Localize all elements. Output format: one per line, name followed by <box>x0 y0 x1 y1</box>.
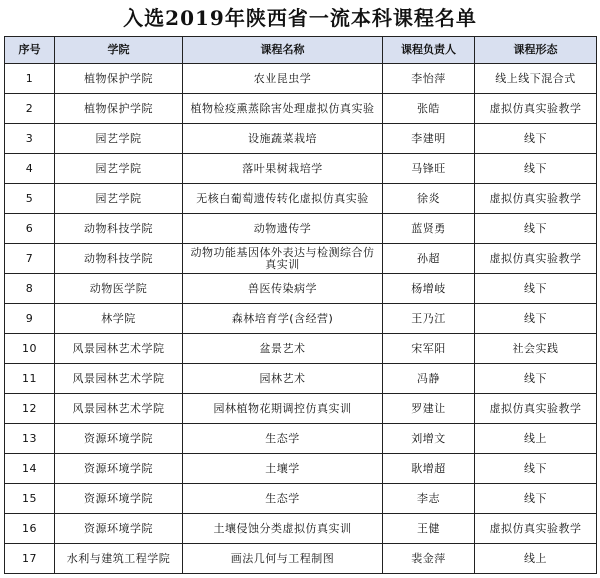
table-row <box>5 214 597 244</box>
college-cell: 植物保护学院 <box>55 94 183 124</box>
course-lead-cell: 王健 <box>383 514 475 544</box>
college-cell: 风景园林艺术学院 <box>55 394 183 424</box>
row-index: 12 <box>5 394 55 424</box>
row-index: 7 <box>5 244 55 274</box>
course-name-cell: 动物遗传学 <box>183 214 383 244</box>
course-lead-cell: 耿增超 <box>383 454 475 484</box>
college-cell: 动物科技学院 <box>55 214 183 244</box>
header-index: 序号 <box>5 37 55 64</box>
course-name-cell: 设施蔬菜栽培 <box>183 124 383 154</box>
table-row <box>5 124 597 154</box>
table-row <box>5 514 597 544</box>
table-row <box>5 244 597 274</box>
course-form-cell: 虚拟仿真实验教学 <box>475 94 597 124</box>
course-lead-cell: 刘增文 <box>383 424 475 454</box>
course-lead-cell: 李志 <box>383 484 475 514</box>
course-form-cell: 线下 <box>475 364 597 394</box>
table-row <box>5 304 597 334</box>
college-cell: 资源环境学院 <box>55 484 183 514</box>
college-cell: 园艺学院 <box>55 154 183 184</box>
course-form-cell: 线下 <box>475 154 597 184</box>
row-index: 15 <box>5 484 55 514</box>
table-body <box>5 64 597 574</box>
course-name-cell: 落叶果树栽培学 <box>183 154 383 184</box>
course-form-cell: 社会实践 <box>475 334 597 364</box>
table-row <box>5 94 597 124</box>
table-row <box>5 64 597 94</box>
row-index: 11 <box>5 364 55 394</box>
course-lead-cell: 裴金萍 <box>383 544 475 574</box>
course-lead-cell: 张皓 <box>383 94 475 124</box>
table-row <box>5 454 597 484</box>
course-name-cell: 生态学 <box>183 484 383 514</box>
course-lead-cell: 冯静 <box>383 364 475 394</box>
college-cell: 资源环境学院 <box>55 454 183 484</box>
course-name-cell: 无核白葡萄遗传转化虚拟仿真实验 <box>183 184 383 214</box>
row-index: 8 <box>5 274 55 304</box>
course-name-cell: 森林培育学(含经营) <box>183 304 383 334</box>
header-course-lead: 课程负责人 <box>383 37 475 64</box>
course-name-cell: 动物功能基因体外表达与检测综合仿真实训 <box>183 244 383 274</box>
table-row <box>5 274 597 304</box>
header-college: 学院 <box>55 37 183 64</box>
college-cell: 植物保护学院 <box>55 64 183 94</box>
college-cell: 林学院 <box>55 304 183 334</box>
course-name-cell: 园林植物花期调控仿真实训 <box>183 394 383 424</box>
course-lead-cell: 杨增岐 <box>383 274 475 304</box>
table-header-row <box>5 37 597 64</box>
course-lead-cell: 孙超 <box>383 244 475 274</box>
course-form-cell: 线下 <box>475 124 597 154</box>
row-index: 5 <box>5 184 55 214</box>
college-cell: 资源环境学院 <box>55 424 183 454</box>
course-lead-cell: 王乃江 <box>383 304 475 334</box>
header-course-form: 课程形态 <box>475 37 597 64</box>
college-cell: 园艺学院 <box>55 184 183 214</box>
college-cell: 园艺学院 <box>55 124 183 154</box>
course-form-cell: 线下 <box>475 454 597 484</box>
course-lead-cell: 马锋旺 <box>383 154 475 184</box>
course-form-cell: 虚拟仿真实验教学 <box>475 514 597 544</box>
table-row <box>5 394 597 424</box>
course-table <box>4 36 597 574</box>
course-lead-cell: 蓝贤勇 <box>383 214 475 244</box>
course-name-cell: 生态学 <box>183 424 383 454</box>
row-index: 6 <box>5 214 55 244</box>
course-form-cell: 线下 <box>475 484 597 514</box>
course-form-cell: 线上 <box>475 424 597 454</box>
college-cell: 水利与建筑工程学院 <box>55 544 183 574</box>
row-index: 14 <box>5 454 55 484</box>
row-index: 2 <box>5 94 55 124</box>
table-row <box>5 424 597 454</box>
row-index: 13 <box>5 424 55 454</box>
course-form-cell: 虚拟仿真实验教学 <box>475 394 597 424</box>
course-form-cell: 线下 <box>475 214 597 244</box>
college-cell: 风景园林艺术学院 <box>55 364 183 394</box>
course-form-cell: 线上 <box>475 544 597 574</box>
table-row <box>5 364 597 394</box>
course-name-cell: 植物检疫熏蒸除害处理虚拟仿真实验 <box>183 94 383 124</box>
course-form-cell: 虚拟仿真实验教学 <box>475 244 597 274</box>
course-name-cell: 盆景艺术 <box>183 334 383 364</box>
course-form-cell: 线上线下混合式 <box>475 64 597 94</box>
course-lead-cell: 宋军阳 <box>383 334 475 364</box>
course-lead-cell: 罗建让 <box>383 394 475 424</box>
course-name-cell: 兽医传染病学 <box>183 274 383 304</box>
course-lead-cell: 李建明 <box>383 124 475 154</box>
table-row <box>5 184 597 214</box>
college-cell: 资源环境学院 <box>55 514 183 544</box>
row-index: 17 <box>5 544 55 574</box>
table-row <box>5 154 597 184</box>
course-name-cell: 农业昆虫学 <box>183 64 383 94</box>
page-title: 入选2019年陕西省一流本科课程名单 <box>123 6 477 30</box>
course-form-cell: 线下 <box>475 274 597 304</box>
row-index: 4 <box>5 154 55 184</box>
row-index: 3 <box>5 124 55 154</box>
row-index: 16 <box>5 514 55 544</box>
row-index: 9 <box>5 304 55 334</box>
course-lead-cell: 李怡萍 <box>383 64 475 94</box>
table-row <box>5 484 597 514</box>
course-name-cell: 园林艺术 <box>183 364 383 394</box>
table-row <box>5 334 597 364</box>
course-name-cell: 画法几何与工程制图 <box>183 544 383 574</box>
college-cell: 动物医学院 <box>55 274 183 304</box>
table-row <box>5 544 597 574</box>
course-form-cell: 虚拟仿真实验教学 <box>475 184 597 214</box>
college-cell: 风景园林艺术学院 <box>55 334 183 364</box>
course-lead-cell: 徐炎 <box>383 184 475 214</box>
row-index: 1 <box>5 64 55 94</box>
row-index: 10 <box>5 334 55 364</box>
course-name-cell: 土壤学 <box>183 454 383 484</box>
course-name-cell: 土壤侵蚀分类虚拟仿真实训 <box>183 514 383 544</box>
course-form-cell: 线下 <box>475 304 597 334</box>
header-course-name: 课程名称 <box>183 37 383 64</box>
college-cell: 动物科技学院 <box>55 244 183 274</box>
